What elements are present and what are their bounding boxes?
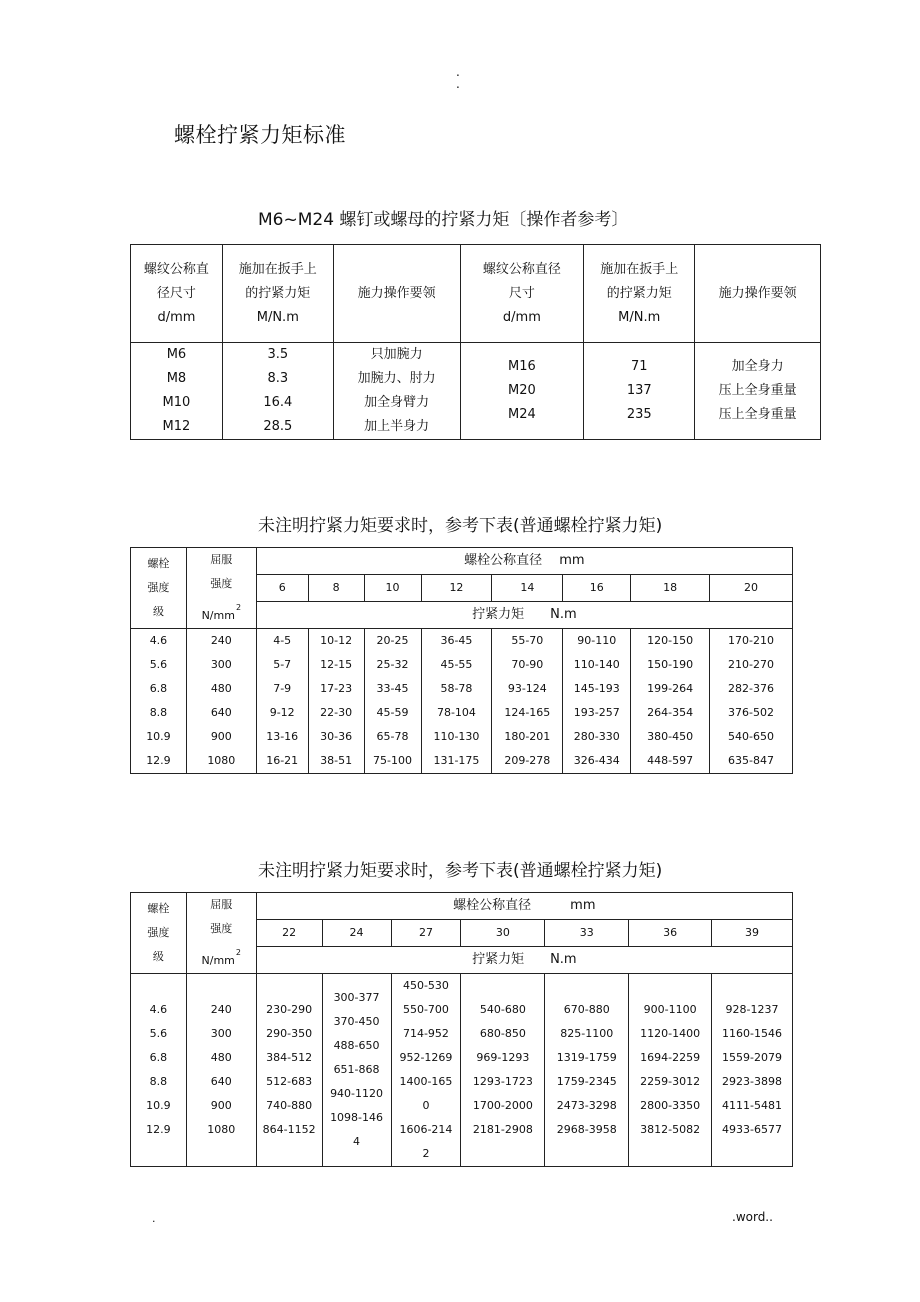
table1-header-row xyxy=(131,245,821,343)
table2-col-8: 10-12 12-15 17-23 22-30 30-36 38-51 xyxy=(308,629,364,774)
table2-title: 未注明拧紧力矩要求时，参考下表(普通螺栓拧紧力矩) xyxy=(258,516,663,536)
table3-diameter: 36 xyxy=(629,919,712,947)
table3-col-39: 928-1237 1160-1546 1559-2079 2923-3898 4111-5481 4933-6577 xyxy=(712,974,793,1167)
table3-grades: 4.6 5.6 6.8 8.8 10.9 12.9 xyxy=(131,974,187,1167)
table1-body-row xyxy=(131,343,821,440)
table3-torque-header: 拧紧力矩 N.m xyxy=(256,947,792,974)
table3-title: 未注明拧紧力矩要求时，参考下表(普通螺栓拧紧力矩) xyxy=(258,861,663,881)
table2-col-12: 36-45 45-55 58-78 78-104 110-130 131-175 xyxy=(421,629,492,774)
table1-header-size: 螺纹公称直 径尺寸 d/mm xyxy=(131,245,223,343)
table2-diameter: 16 xyxy=(563,574,631,602)
table1-left-sizes: M6 M8 M10 M12 xyxy=(131,343,223,440)
table3-col-30: 540-680 680-850 969-1293 1293-1723 1700-2000 2181-2908 xyxy=(461,974,545,1167)
table3-yield-header: 屈服 强度 $N/mm^2$ xyxy=(186,893,256,974)
table3-col-24: 300-377 370-450 488-650 651-868 940-1120 1098-146 4 xyxy=(322,974,391,1167)
table1-title: M6~M24 螺钉或螺母的拧紧力矩〔操作者参考〕 xyxy=(258,210,629,230)
table2-yield-header: 屈服 强度 $N/mm^2$ xyxy=(186,548,256,629)
table1-right-methods: 加全身力 压上全身重量 压上全身重量 xyxy=(695,343,821,440)
table1-right-torques: 71 137 235 xyxy=(584,343,695,440)
table2-diameter: 14 xyxy=(492,574,563,602)
table2-col-10: 20-25 25-32 33-45 45-59 65-78 75-100 xyxy=(364,629,421,774)
table2-diameter: 12 xyxy=(421,574,492,602)
table2-diameter: 8 xyxy=(308,574,364,602)
table2-col-14: 55-70 70-90 93-124 124-165 180-201 209-278 xyxy=(492,629,563,774)
table3-col-33: 670-880 825-1100 1319-1759 1759-2345 2473-3298 2968-3958 xyxy=(545,974,629,1167)
table1-header-torque-right: 施加在扳手上 的拧紧力矩 M/N.m xyxy=(584,245,695,343)
table1-header-torque: 施加在扳手上 的拧紧力矩 M/N.m xyxy=(222,245,333,343)
table2-col-18: 120-150 150-190 199-264 264-354 380-450 448-597 xyxy=(631,629,710,774)
page-title: 螺栓拧紧力矩标准 xyxy=(174,123,346,147)
table2-bolt-torque-small xyxy=(130,547,793,774)
header-dot: . xyxy=(456,77,460,91)
table3-diameter: 24 xyxy=(322,919,391,947)
table2-grades: 4.6 5.6 6.8 8.8 10.9 12.9 xyxy=(131,629,187,774)
table3-bolt-torque-large xyxy=(130,892,793,1167)
table2-body-row xyxy=(131,629,793,774)
table2-diameter: 6 xyxy=(256,574,308,602)
table1-header-method: 施力操作要领 xyxy=(333,245,460,343)
table2-grade-header: 螺栓 强度 级 xyxy=(131,548,187,629)
table1-header-method-right: 施力操作要领 xyxy=(695,245,821,343)
table1-header-size-right: 螺纹公称直径 尺寸 d/mm xyxy=(460,245,584,343)
header-dots xyxy=(456,66,460,90)
table2-diameter-header: 螺栓公称直径 mm xyxy=(256,548,792,575)
table3-diameter: 22 xyxy=(256,919,322,947)
table1-left-methods: 只加腕力 加腕力、肘力 加全身臂力 加上半身力 xyxy=(333,343,460,440)
table2-diameter: 10 xyxy=(364,574,421,602)
table1-right-sizes: M16 M20 M24 xyxy=(460,343,584,440)
table2-diameter: 20 xyxy=(710,574,793,602)
table3-yields: 240 300 480 640 900 1080 xyxy=(186,974,256,1167)
table3-diameter: 33 xyxy=(545,919,629,947)
table3-diameter: 27 xyxy=(391,919,461,947)
table2-col-6: 4-5 5-7 7-9 9-12 13-16 16-21 xyxy=(256,629,308,774)
table3-diameter: 30 xyxy=(461,919,545,947)
table3-col-22: 230-290 290-350 384-512 512-683 740-880 864-1152 xyxy=(256,974,322,1167)
header-dot: . xyxy=(456,65,460,79)
table2-yields: 240 300 480 640 900 1080 xyxy=(186,629,256,774)
table1-fastening-torque xyxy=(130,244,821,440)
table2-col-20: 170-210 210-270 282-376 376-502 540-650 635-847 xyxy=(710,629,793,774)
table3-diameter-header: 螺栓公称直径 mm xyxy=(256,893,792,920)
table2-diameter: 18 xyxy=(631,574,710,602)
table1-left-torques: 3.5 8.3 16.4 28.5 xyxy=(222,343,333,440)
footer-right: .word.. xyxy=(732,1210,773,1224)
table2-col-16: 90-110 110-140 145-193 193-257 280-330 326-434 xyxy=(563,629,631,774)
table3-grade-header: 螺栓 强度 级 xyxy=(131,893,187,974)
table3-diameter: 39 xyxy=(712,919,793,947)
table2-torque-header: 拧紧力矩 N.m xyxy=(256,602,792,629)
table3-col-27: 450-530 550-700 714-952 952-1269 1400-165 0 1606-214 2 xyxy=(391,974,461,1167)
table3-col-36: 900-1100 1120-1400 1694-2259 2259-3012 2800-3350 3812-5082 xyxy=(629,974,712,1167)
table3-body-row xyxy=(131,974,793,1167)
footer-left: . xyxy=(152,1212,156,1225)
